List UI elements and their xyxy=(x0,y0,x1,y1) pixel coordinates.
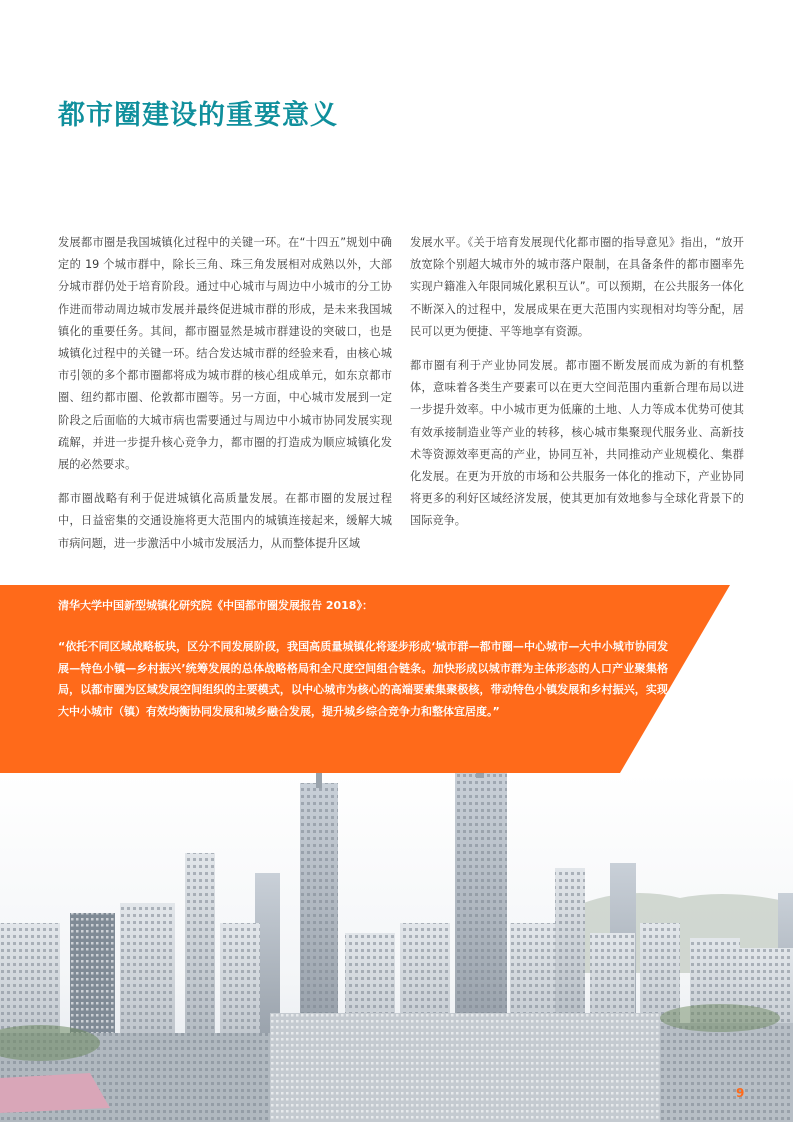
right-column xyxy=(410,232,744,545)
page-title: 都市圈建设的重要意义 xyxy=(58,100,338,131)
banner-quote: “依托不同区域战略板块，区分不同发展阶段，我国高质量城镇化将逐步形成‘城市群—都市圈—中心城市—大中小城市协同发展—特色小镇—乡村振兴’统筹发展的总体战略格局和全尺度空间组合链条。加快形成以城市群为主体形态的人口产业聚集格局，以都市圈为区域发展空间组织的主要模式，以中心城市为核心的高端要素集聚极核，带动特色小镇发展和乡村振兴，实现大中小城市（镇）有效均衡协同发展和城乡融合发展，提升城乡综合竞争力和整体宜居度。” xyxy=(58,640,668,718)
skyline-illustration xyxy=(0,773,793,1122)
city-skyline-photo xyxy=(0,773,793,1122)
paragraph: 都市圈有利于产业协同发展。都市圈不断发展而成为新的有机整体，意味着各类生产要素可以在更大空间范围内重新合理布局以进一步提升效率。中小城市更为低廉的土地、人力等成本优势可使其有效承接制造业等产业的转移，核心城市集聚现代服务业、高新技术等资源效率更高的产业，协同互补，共同推动产业规模化、集群化发展。在更为开放的市场和公共服务一体化的推动下，产业协同将更多的利好区域经济发展，使其更加有效地参与全球化背景下的国际竞争。 xyxy=(410,359,744,528)
paragraph: 都市圈战略有利于促进城镇化高质量发展。在都市圈的发展过程中，日益密集的交通设施将更大范围内的城镇连接起来，缓解大城市病问题，进一步激活中小城市发展活力，从而整体提升区域 xyxy=(58,492,392,550)
page-number: 9 xyxy=(736,1086,745,1100)
paragraph: 发展都市圈是我国城镇化过程中的关键一环。在“十四五”规划中确定的 19 个城市群中，除长三角、珠三角发展相对成熟以外，大部分城市群仍处于培育阶段。通过中心城市与周边中小城市的分工协作进而带动周边城市发展并最终促进城市群的形成，是未来我国城镇化的重要任务。其间，都市圈显然是城市群建设的突破口，也是城镇化过程中的关键一环。结合发达城市群的经验来看，由核心城市引领的多个都市圈都将成为城市群的核心组成单元，如东京都市圈、纽约都市圈、伦敦都市圈等。另一方面，中心城市发展到一定阶段之后面临的大城市病也需要通过与周边中小城市协同发展实现疏解，并进一步提升核心竞争力，都市圈的打造成为顺应城镇化发展的必然要求。 xyxy=(58,236,392,472)
left-column xyxy=(58,232,392,567)
paragraph: 发展水平。《关于培育发展现代化都市圈的指导意见》指出，“放开放宽除个别超大城市外的城市落户限制，在具备条件的都市圈率先实现户籍准入年限同城化累积互认”。可以预期，在公共服务一体化不断深入的过程中，发展成果在更大范围内实现相对均等分配，居民可以更为便捷、平等地享有资源。 xyxy=(410,236,744,338)
banner-source: 清华大学中国新型城镇化研究院《中国都市圈发展报告 2018》： xyxy=(58,599,373,612)
